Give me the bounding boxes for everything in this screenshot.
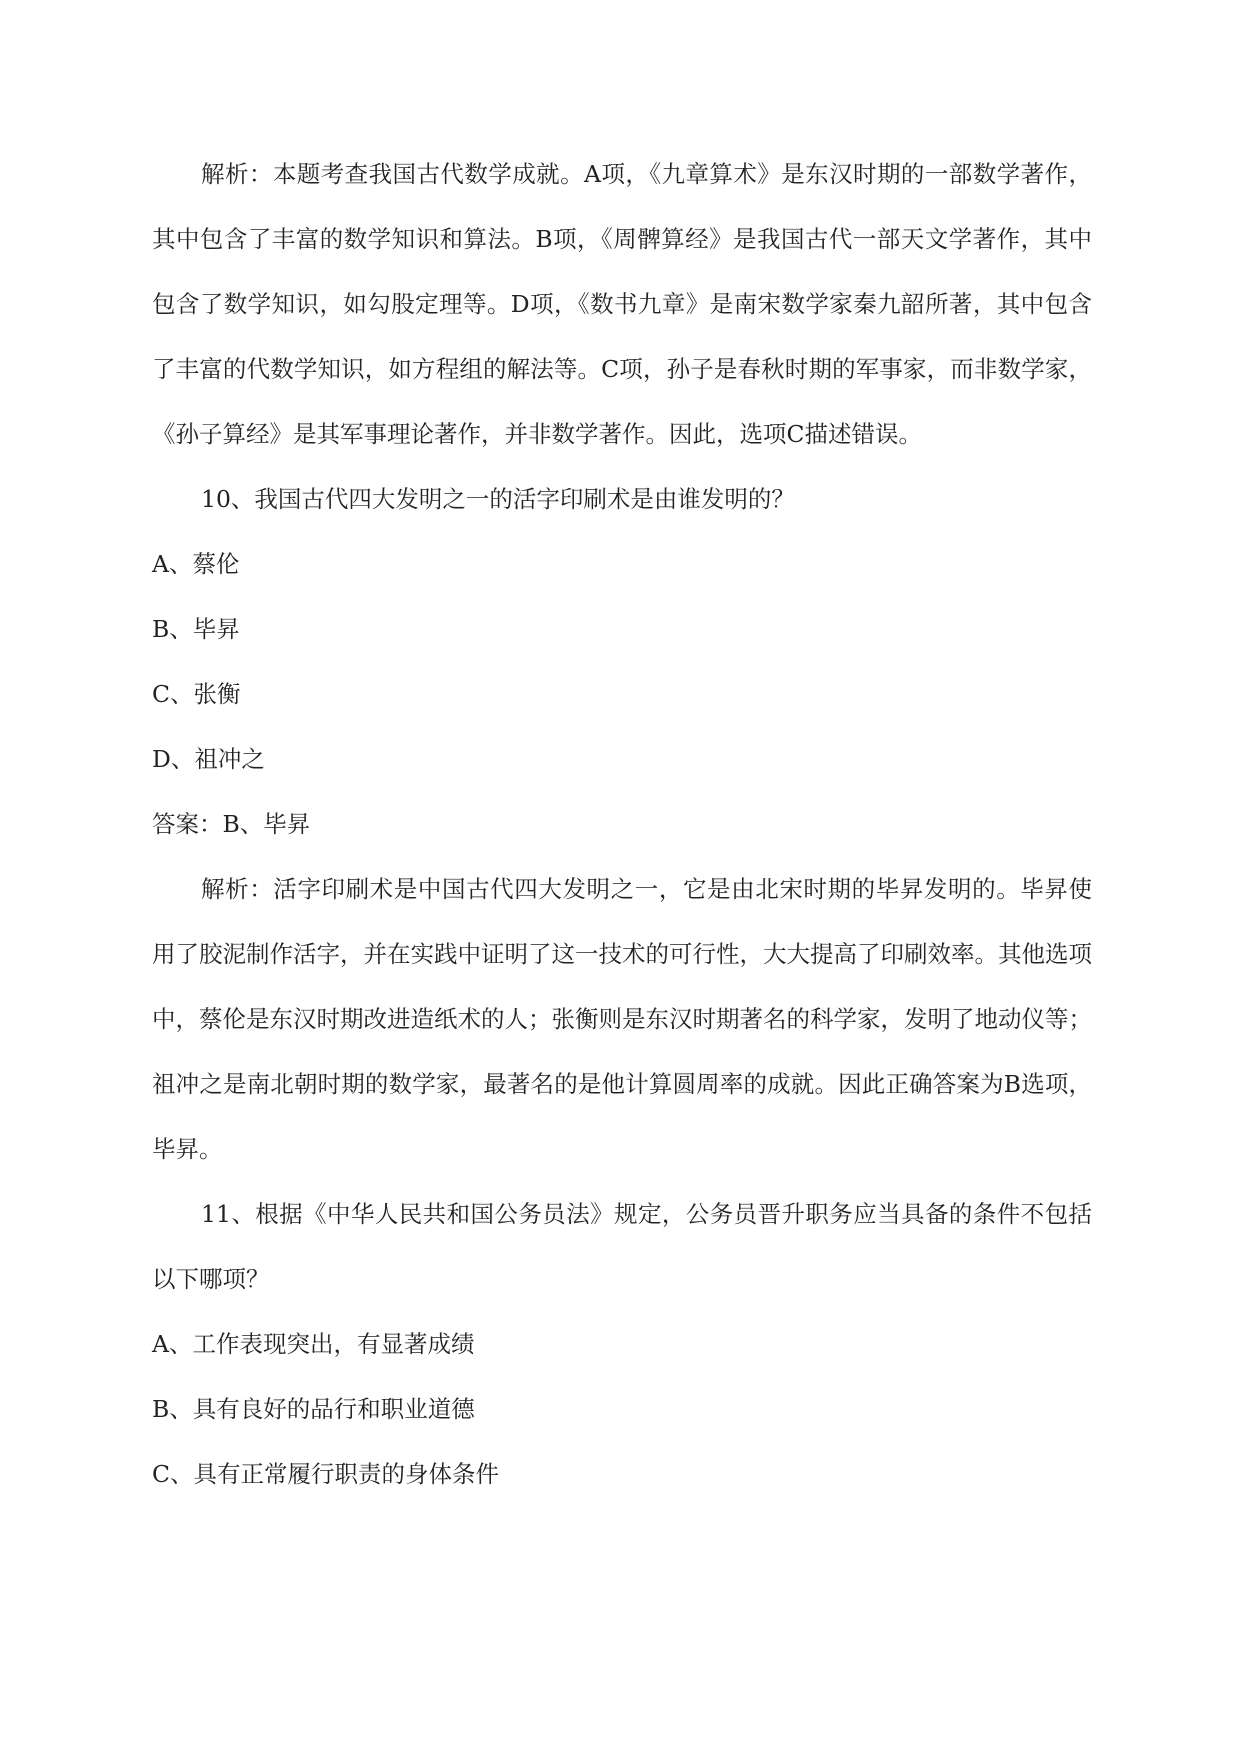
q10-option-c: C、张衡: [152, 680, 241, 708]
q11-option-c: C、具有正常履行职责的身体条件: [152, 1460, 499, 1488]
q10-answer: 答案：B、毕昇: [152, 810, 311, 838]
q10-analysis: 解析：活字印刷术是中国古代四大发明之一，它是由北宋时期的毕昇发明的。毕昇使用了胶泥制作活字，并在实践中证明了这一技术的可行性，大大提高了印刷效率。其他选项中，蔡伦是东汉时期改进造纸术的人；张衡则是东汉时期著名的科学家，发明了地动仪等；祖冲之是南北朝时期的数学家，最著名的是他计算圆周率的成就。因此正确答案为B选项，毕昇。: [152, 875, 1092, 1163]
q10-option-d: D、祖冲之: [152, 745, 265, 773]
q11-option-a: A、工作表现突出，有显著成绩: [152, 1330, 475, 1358]
q10-option-a: A、蔡伦: [152, 550, 240, 578]
q10-question: 10、我国古代四大发明之一的活字印刷术是由谁发明的？: [201, 485, 795, 513]
q10-option-b: B、毕昇: [152, 615, 240, 643]
q11-option-b: B、具有良好的品行和职业道德: [152, 1395, 475, 1423]
q9-analysis: 解析：本题考查我国古代数学成就。A项，《九章算术》是东汉时期的一部数学著作，其中包含了丰富的数学知识和算法。B项，《周髀算经》是我国古代一部天文学著作，其中包含了数学知识，如勾股定理等。D项，《数书九章》是南宋数学家秦九韶所著，其中包含了丰富的代数学知识，如方程组的解法等。C项，孙子是春秋时期的军事家，而非数学家，《孙子算经》是其军事理论著作，并非数学著作。因此，选项C描述错误。: [152, 160, 1092, 448]
q11-question: 11、根据《中华人民共和国公务员法》规定，公务员晋升职务应当具备的条件不包括以下哪项？: [152, 1200, 1092, 1293]
document-page: [152, 142, 1092, 1507]
